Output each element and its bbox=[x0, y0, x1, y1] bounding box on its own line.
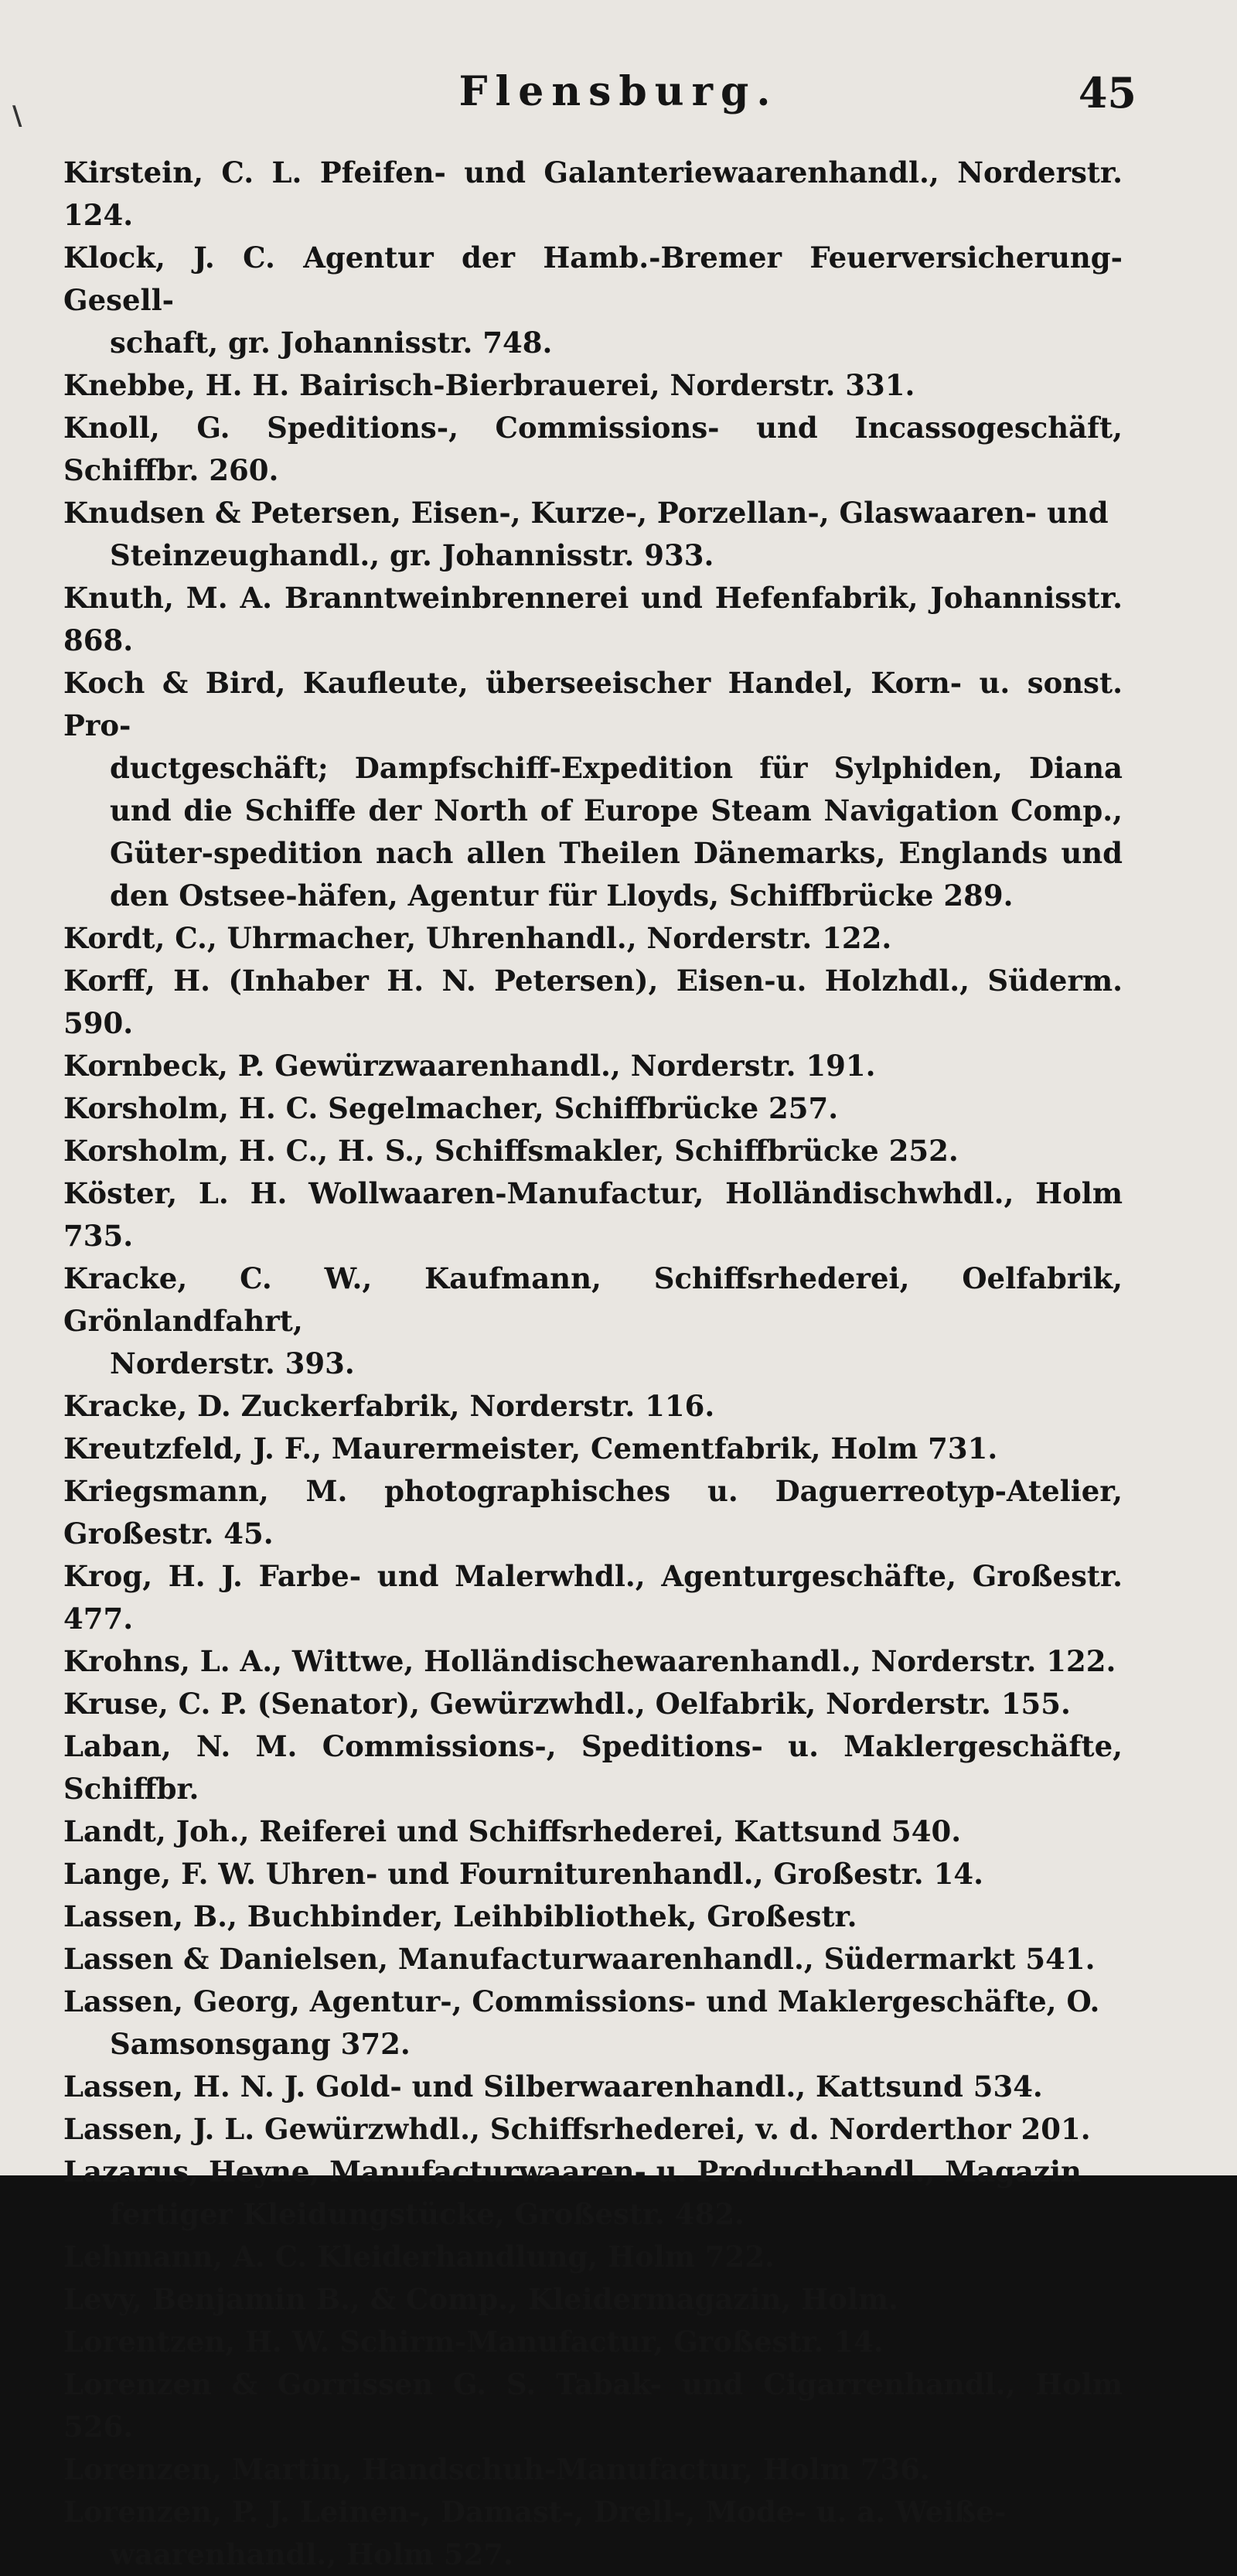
entry-first-line: Kracke, C. W., Kaufmann, Schiffsrhederei, Oelfabrik, Grönlandfahrt, bbox=[63, 1261, 1123, 1338]
entry-first-line: Kriegsmann, M. photographisches u. Daguerreotyp-Atelier, Großestr. 45. bbox=[63, 1474, 1123, 1551]
entry-first-line: Lassen, H. N. J. Gold- und Silberwaarenhandl., Kattsund 534. bbox=[63, 2069, 1043, 2103]
directory-entry bbox=[63, 407, 1123, 492]
directory-entry bbox=[63, 152, 1123, 237]
directory-entry bbox=[63, 1853, 1123, 1895]
directory-entry bbox=[63, 1981, 1123, 2066]
page-number: 45 bbox=[1078, 68, 1136, 118]
directory-entry bbox=[63, 492, 1123, 577]
entry-first-line: Lassen & Danielsen, Manufacturwaarenhandl., Südermarkt 541. bbox=[63, 1942, 1096, 1976]
entry-first-line: Lange, F. W. Uhren- und Fourniturenhandl., Großestr. 14. bbox=[63, 1857, 983, 1891]
entry-continuation: fertiger Kleidungstücke, Großestr. 482. bbox=[110, 2197, 745, 2231]
directory-entry bbox=[63, 917, 1123, 960]
directory-entry bbox=[63, 2278, 1123, 2321]
entry-first-line: Kornbeck, P. Gewürzwaarenhandl., Norderstr. 191. bbox=[63, 1049, 876, 1083]
directory-entry bbox=[63, 577, 1123, 662]
entry-continuation: ductgeschäft; Dampfschiff-Expedition für Sylphiden, Diana und die Schiffe der North of Europe Steam Navigation Comp., Güter-spedition nach allen Theilen Dänemarks, Englands und den Ostsee-häfen, Agentur für Lloyds, Schiffbrücke 289. bbox=[110, 751, 1123, 913]
entry-first-line: Lorenzen, Martin, Handschuh-Manufactur, Holm 736. bbox=[63, 2452, 930, 2486]
directory-entry bbox=[63, 2108, 1123, 2151]
directory-entry bbox=[63, 1172, 1123, 1257]
entry-first-line: Lazarus, Heyne, Manufacturwaaren- u. Producthandl., Magazin bbox=[63, 2155, 1082, 2189]
entry-first-line: Köster, L. H. Wollwaaren-Manufactur, Holländischwhdl., Holm 735. bbox=[63, 1176, 1123, 1253]
directory-entry bbox=[63, 1938, 1123, 1981]
entry-first-line: Lorenzen, P. J. Leinen-, Damast-, Drell-, Mode- u. a. Weiße- bbox=[63, 2495, 1007, 2529]
directory-entry bbox=[63, 2321, 1123, 2363]
directory-entry bbox=[63, 1257, 1123, 1385]
entry-first-line: Knuth, M. A. Branntweinbrennerei und Hefenfabrik, Johannisstr. 868. bbox=[63, 581, 1123, 657]
entry-first-line: Krohns, L. A., Wittwe, Holländischewaarenhandl., Norderstr. 122. bbox=[63, 1644, 1116, 1678]
entry-first-line: Koch & Bird, Kaufleute, überseeischer Handel, Korn- u. sonst. Pro- bbox=[63, 666, 1123, 742]
directory-entry bbox=[63, 1555, 1123, 1640]
entry-first-line: Kruse, C. P. (Senator), Gewürzwhdl., Oelfabrik, Norderstr. 155. bbox=[63, 1687, 1071, 1721]
entry-first-line: Lassen, J. L. Gewürzwhdl., Schiffsrhederei, v. d. Norderthor 201. bbox=[63, 2112, 1091, 2146]
entry-first-line: Korsholm, H. C. Segelmacher, Schiffbrücke 257. bbox=[63, 1091, 839, 1125]
entry-first-line: Landt, Joh., Reiferei und Schiffsrhederei, Kattsund 540. bbox=[63, 1814, 962, 1848]
directory-entry bbox=[63, 1725, 1123, 1810]
entry-continuation: Steinzeughandl., gr. Johannisstr. 933. bbox=[110, 538, 714, 572]
directory-entry bbox=[63, 2491, 1123, 2576]
entry-first-line: Lassen, B., Buchbinder, Leihbibliothek, Großestr. bbox=[63, 1899, 857, 1933]
directory-entry bbox=[63, 1810, 1123, 1853]
directory-entry bbox=[63, 662, 1123, 917]
entry-first-line: Krog, H. J. Farbe- und Malerwhdl., Agenturgeschäfte, Großestr. 477. bbox=[63, 1559, 1123, 1636]
directory-entry bbox=[63, 1640, 1123, 1683]
entry-first-line: Kreutzfeld, J. F., Maurermeister, Cementfabrik, Holm 731. bbox=[63, 1431, 998, 1465]
entry-first-line: Korff, H. (Inhaber H. N. Petersen), Eisen-u. Holzhdl., Süderm. 590. bbox=[63, 964, 1123, 1040]
entry-first-line: Lorenzen & Gorrissen G. S. Tabak- und Cigarrenhandl., Holm 526. bbox=[63, 2367, 1123, 2444]
entry-first-line: Kracke, D. Zuckerfabrik, Norderstr. 116. bbox=[63, 1389, 715, 1423]
entry-continuation: waarenhandl., Holm 527. bbox=[110, 2537, 513, 2571]
page-title: Flensburg. bbox=[458, 68, 779, 115]
directory-entry bbox=[63, 1130, 1123, 1172]
entry-continuation: schaft, gr. Johannisstr. 748. bbox=[110, 326, 553, 360]
directory-entry bbox=[63, 2236, 1123, 2278]
running-head bbox=[0, 68, 1237, 130]
directory-entry bbox=[63, 2151, 1123, 2236]
entry-first-line: Korsholm, H. C., H. S., Schiffsmakler, Schiffbrücke 252. bbox=[63, 1134, 959, 1168]
entry-first-line: Knebbe, H. H. Bairisch-Bierbrauerei, Norderstr. 331. bbox=[63, 368, 915, 402]
entry-list bbox=[63, 152, 1123, 2576]
entry-first-line: Knudsen & Petersen, Eisen-, Kurze-, Porzellan-, Glaswaaren- und bbox=[63, 496, 1109, 530]
directory-entry bbox=[63, 1045, 1123, 1087]
entry-first-line: Kordt, C., Uhrmacher, Uhrenhandl., Norderstr. 122. bbox=[63, 921, 892, 955]
directory-entry bbox=[63, 237, 1123, 364]
directory-entry bbox=[63, 1385, 1123, 1428]
entry-first-line: Lehmann, A. C. Kleiderhandlung, Holm 722. bbox=[63, 2240, 775, 2274]
directory-entry bbox=[63, 2363, 1123, 2448]
entry-first-line: Klock, J. C. Agentur der Hamb.-Bremer Feuerversicherung-Gesell- bbox=[63, 241, 1123, 317]
entry-first-line: Lorentzen, H. W. Schirm-Manufactur, Großestr. 14. bbox=[63, 2325, 884, 2359]
directory-entry bbox=[63, 2066, 1123, 2108]
directory-entry bbox=[63, 2448, 1123, 2491]
directory-entry bbox=[63, 364, 1123, 407]
entry-first-line: Lassen, Georg, Agentur-, Commissions- und Maklergeschäfte, O. bbox=[63, 1984, 1100, 2018]
entry-first-line: Kirstein, C. L. Pfeifen- und Galanteriewaarenhandl., Norderstr. 124. bbox=[63, 155, 1123, 232]
margin-mark: \ bbox=[12, 101, 22, 131]
entry-first-line: Knoll, G. Speditions-, Commissions- und Incassogeschäft, Schiffbr. 260. bbox=[63, 411, 1123, 487]
entry-first-line: Levy, Benjamin B., & Comp., Kleidermagazin, Holm. bbox=[63, 2282, 898, 2316]
entry-continuation: Samsonsgang 372. bbox=[110, 2027, 411, 2061]
directory-entry bbox=[63, 1087, 1123, 1130]
directory-entry bbox=[63, 1895, 1123, 1938]
entry-continuation: Norderstr. 393. bbox=[110, 1346, 355, 1380]
directory-entry bbox=[63, 1428, 1123, 1470]
directory-entry bbox=[63, 960, 1123, 1045]
directory-entry bbox=[63, 1470, 1123, 1555]
directory-entry bbox=[63, 1683, 1123, 1725]
entry-first-line: Laban, N. M. Commissions-, Speditions- u. Maklergeschäfte, Schiffbr. bbox=[63, 1729, 1123, 1806]
